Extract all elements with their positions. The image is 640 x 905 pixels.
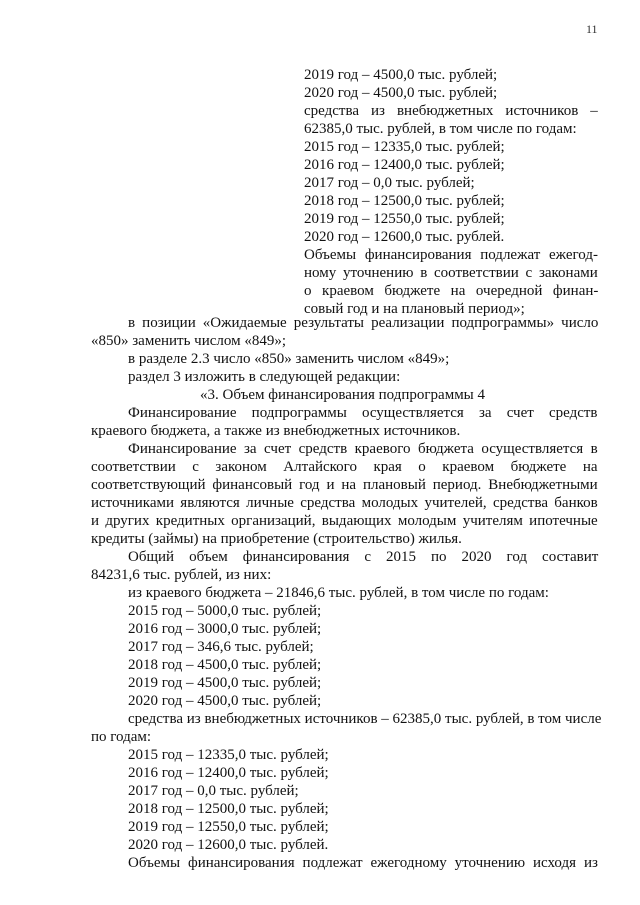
page-number: 11 bbox=[586, 22, 598, 36]
text-line: ному уточнению в соответствии с законами bbox=[304, 265, 598, 281]
text-line: 2015 год – 12335,0 тыс. рублей; bbox=[304, 139, 505, 155]
text-line: 2019 год – 4500,0 тыс. рублей; bbox=[128, 675, 322, 691]
text-line: «850» заменить числом «849»; bbox=[91, 333, 287, 349]
text-line: раздел 3 изложить в следующей редакции: bbox=[128, 369, 401, 385]
text-line: 62385,0 тыс. рублей, в том числе по годам: bbox=[304, 121, 577, 137]
text-line: Общий объем финансирования с 2015 по 2020 год составит bbox=[128, 549, 599, 565]
text-line: 2018 год – 12500,0 тыс. рублей; bbox=[128, 801, 329, 817]
text-line: 2020 год – 4500,0 тыс. рублей; bbox=[128, 693, 322, 709]
text-line: источниками являются личные средства молодых учителей, средства банков bbox=[91, 495, 598, 511]
text-line: 2015 год – 12335,0 тыс. рублей; bbox=[128, 747, 329, 763]
text-line: кредиты (займы) на приобретение (строительство) жилья. bbox=[91, 531, 462, 547]
text-line: совый год и на плановый период»; bbox=[304, 301, 525, 317]
text-line: Финансирование подпрограммы осуществляется за счет средств bbox=[128, 405, 598, 421]
text-line: в разделе 2.3 число «850» заменить числом «849»; bbox=[128, 351, 450, 367]
text-line: соответствии с законом Алтайского края о краевом бюджете на bbox=[91, 459, 598, 475]
text-line: о краевом бюджете на очередной финан- bbox=[304, 283, 599, 299]
text-line: 2020 год – 12600,0 тыс. рублей. bbox=[128, 837, 329, 853]
text-line: 2017 год – 0,0 тыс. рублей; bbox=[304, 175, 475, 191]
text-line: 2019 год – 12550,0 тыс. рублей; bbox=[128, 819, 329, 835]
text-line: средства из внебюджетных источников – 62385,0 тыс. рублей, в том числе bbox=[128, 711, 602, 727]
text-line: 2016 год – 12400,0 тыс. рублей; bbox=[304, 157, 505, 173]
text-line: Финансирование за счет средств краевого бюджета осуществляется в bbox=[128, 441, 598, 457]
text-line: соответствующий финансовый год и на плановый период. Внебюджетными bbox=[91, 477, 598, 493]
text-line: 2017 год – 346,6 тыс. рублей; bbox=[128, 639, 314, 655]
text-line: 2017 год – 0,0 тыс. рублей; bbox=[128, 783, 299, 799]
text-line: из краевого бюджета – 21846,6 тыс. рублей, в том числе по годам: bbox=[128, 585, 549, 601]
text-line: 2016 год – 12400,0 тыс. рублей; bbox=[128, 765, 329, 781]
text-line: 2020 год – 4500,0 тыс. рублей; bbox=[304, 85, 498, 101]
text-line: 2015 год – 5000,0 тыс. рублей; bbox=[128, 603, 322, 619]
text-line: Объемы финансирования подлежат ежегодному уточнению исходя из bbox=[128, 855, 598, 871]
text-line: 2019 год – 12550,0 тыс. рублей; bbox=[304, 211, 505, 227]
text-line: по годам: bbox=[91, 729, 152, 745]
text-line: 2019 год – 4500,0 тыс. рублей; bbox=[304, 67, 498, 83]
section-heading: «3. Объем финансирования подпрограммы 4 bbox=[200, 387, 486, 403]
text-line: 2020 год – 12600,0 тыс. рублей. bbox=[304, 229, 505, 245]
text-line: 2018 год – 12500,0 тыс. рублей; bbox=[304, 193, 505, 209]
text-line: 2018 год – 4500,0 тыс. рублей; bbox=[128, 657, 322, 673]
text-line: Объемы финансирования подлежат ежегод- bbox=[304, 247, 598, 263]
text-line: краевого бюджета, а также из внебюджетных источников. bbox=[91, 423, 461, 439]
text-line: и других кредитных организаций, выдающих молодым учителям ипотечные bbox=[91, 513, 598, 529]
text-line: в позиции «Ожидаемые результаты реализации подпрограммы» число bbox=[128, 315, 599, 331]
text-line: 84231,6 тыс. рублей, из них: bbox=[91, 567, 272, 583]
text-line: средства из внебюджетных источников – bbox=[304, 103, 598, 119]
text-line: 2016 год – 3000,0 тыс. рублей; bbox=[128, 621, 322, 637]
